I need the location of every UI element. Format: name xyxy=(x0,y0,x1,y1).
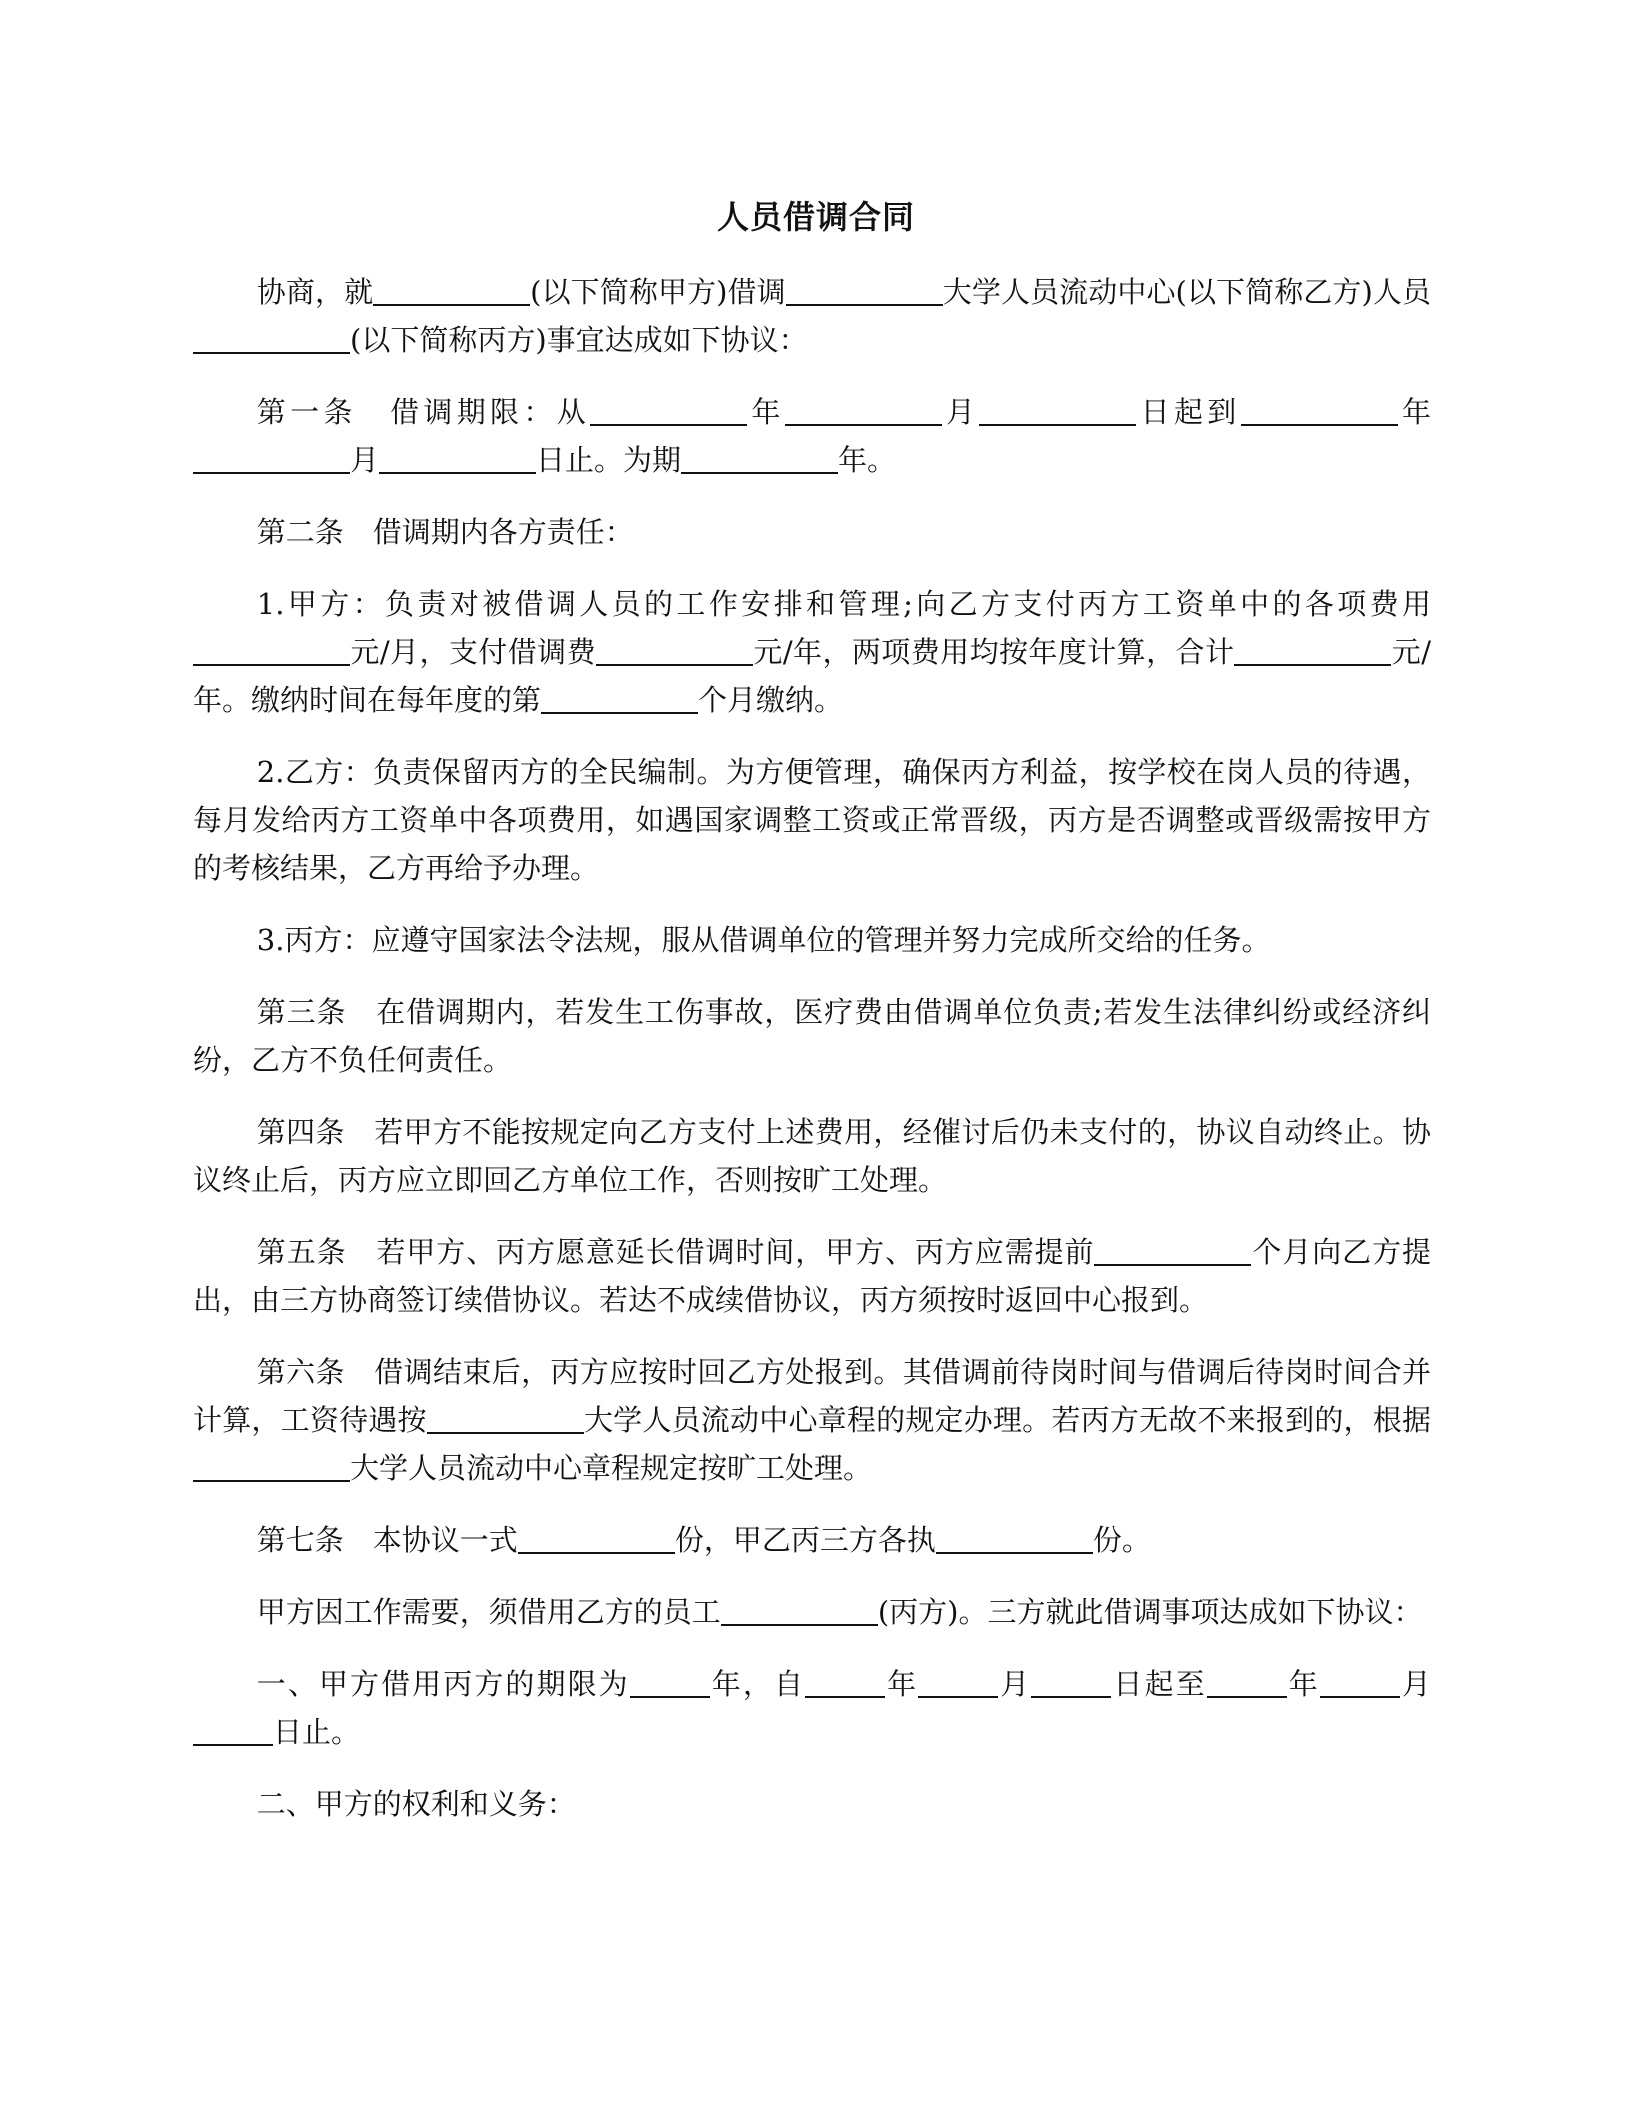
paragraph xyxy=(193,916,1431,964)
fill-in-blank[interactable] xyxy=(630,1668,710,1698)
fill-in-blank[interactable] xyxy=(1241,396,1398,426)
fill-in-blank[interactable] xyxy=(518,1524,675,1554)
fill-in-blank[interactable] xyxy=(590,396,747,426)
fill-in-blank[interactable] xyxy=(918,1668,998,1698)
paragraph-text: 第七条 本协议一式 xyxy=(256,1523,518,1557)
paragraph-text: 年 xyxy=(1397,395,1431,429)
paragraph xyxy=(193,388,1431,484)
paragraph xyxy=(193,748,1431,892)
paragraph-text: 年 xyxy=(1286,1667,1320,1701)
fill-in-blank[interactable] xyxy=(1234,636,1391,666)
paragraph xyxy=(193,1660,1431,1756)
paragraph-text: 二、甲方的权利和义务： xyxy=(256,1787,576,1821)
paragraph xyxy=(193,268,1431,364)
paragraph-text: 第五条 若甲方、丙方愿意延长借调时间，甲方、丙方应需提前 xyxy=(256,1235,1095,1269)
fill-in-blank[interactable] xyxy=(596,636,753,666)
paragraph-text: 个月向乙方提出，由三方协商签订续借协议。若达不成续借协议，丙方须按时返回中心报到。 xyxy=(193,1235,1431,1317)
paragraph-text: 月 xyxy=(998,1667,1032,1701)
fill-in-blank[interactable] xyxy=(373,276,530,306)
fill-in-blank[interactable] xyxy=(193,1452,350,1482)
paragraph-text: 3.丙方：应遵守国家法令法规，服从借调单位的管理并努力完成所交给的任务。 xyxy=(256,923,1271,957)
paragraph-text: (丙方)。三方就此借调事项达成如下协议： xyxy=(877,1595,1423,1629)
paragraph-text: 月 xyxy=(1399,1667,1431,1701)
paragraph xyxy=(193,1588,1431,1636)
fill-in-blank[interactable] xyxy=(786,276,943,306)
paragraph-text: 元/月，支付借调费 xyxy=(350,635,596,669)
fill-in-blank[interactable] xyxy=(936,1524,1093,1554)
fill-in-blank[interactable] xyxy=(979,396,1136,426)
paragraph-text: 大学人员流动中心章程的规定办理。若丙方无故不来报到的，根据 xyxy=(583,1403,1431,1437)
paragraph-text: 第四条 若甲方不能按规定向乙方支付上述费用，经催讨后仍未支付的，协议自动终止。协议终止后，丙方应立即回乙方单位工作，否则按旷工处理。 xyxy=(193,1115,1431,1197)
paragraph-text: 甲方因工作需要，须借用乙方的员工 xyxy=(256,1595,721,1629)
paragraph-text: 2.乙方：负责保留丙方的全民编制。为方便管理，确保丙方利益，按学校在岗人员的待遇，每月发给丙方工资单中各项费用，如遇国家调整工资或正常晋级，丙方是否调整或晋级需按甲方的考核结果，乙方再给予办理。 xyxy=(193,755,1431,885)
paragraph-text: 第一条 借调期限：从 xyxy=(256,395,591,429)
fill-in-blank[interactable] xyxy=(1207,1668,1287,1698)
document-title: 人员借调合同 xyxy=(716,198,915,236)
paragraph-text: 份。 xyxy=(1092,1523,1151,1557)
paragraph-text: 大学人员流动中心(以下简称乙方)人员 xyxy=(942,275,1431,309)
fill-in-blank[interactable] xyxy=(805,1668,885,1698)
fill-in-blank[interactable] xyxy=(193,444,350,474)
paragraph-text: 一、甲方借用丙方的期限为 xyxy=(256,1667,630,1701)
fill-in-blank[interactable] xyxy=(1031,1668,1111,1698)
paragraph-text: 1.甲方：负责对被借调人员的工作安排和管理;向乙方支付丙方工资单中的各项费用 xyxy=(256,587,1431,621)
document-body xyxy=(193,268,1431,1852)
paragraph xyxy=(193,1228,1431,1324)
fill-in-blank[interactable] xyxy=(193,636,350,666)
paragraph-text: 份，甲乙丙三方各执 xyxy=(674,1523,936,1557)
paragraph-text: 年 xyxy=(885,1667,919,1701)
paragraph-text: 年，自 xyxy=(709,1667,806,1701)
paragraph-text: (以下简称丙方)事宜达成如下协议： xyxy=(350,323,808,357)
paragraph-text: 元/年。缴纳时间在每年度的第 xyxy=(193,635,1431,717)
fill-in-blank[interactable] xyxy=(721,1596,878,1626)
fill-in-blank[interactable] xyxy=(193,324,350,354)
fill-in-blank[interactable] xyxy=(379,444,536,474)
fill-in-blank[interactable] xyxy=(1320,1668,1400,1698)
paragraph-text: 元/年，两项费用均按年度计算，合计 xyxy=(753,635,1235,669)
paragraph-text: 年。 xyxy=(838,443,897,477)
fill-in-blank[interactable] xyxy=(541,684,698,714)
paragraph-text: 日起到 xyxy=(1136,395,1241,429)
paragraph-text: 第二条 借调期内各方责任： xyxy=(256,515,634,549)
fill-in-blank[interactable] xyxy=(427,1404,584,1434)
fill-in-blank[interactable] xyxy=(785,396,942,426)
paragraph xyxy=(193,1780,1431,1828)
paragraph-text: (以下简称甲方)借调 xyxy=(530,275,786,309)
paragraph-text: 协商，就 xyxy=(256,275,374,309)
paragraph-text: 日止。为期 xyxy=(536,443,682,477)
paragraph-text: 日起至 xyxy=(1111,1667,1207,1701)
paragraph xyxy=(193,1348,1431,1492)
paragraph-text: 第三条 在借调期内，若发生工伤事故，医疗费由借调单位负责;若发生法律纠纷或经济纠纷，乙方不负任何责任。 xyxy=(193,995,1431,1077)
paragraph-text: 月 xyxy=(941,395,980,429)
paragraph-text: 年 xyxy=(747,395,785,429)
fill-in-blank[interactable] xyxy=(193,1716,273,1746)
fill-in-blank[interactable] xyxy=(681,444,838,474)
paragraph-text: 大学人员流动中心章程规定按旷工处理。 xyxy=(350,1451,873,1485)
fill-in-blank[interactable] xyxy=(1094,1236,1251,1266)
paragraph-text: 月 xyxy=(350,443,380,477)
paragraph xyxy=(193,1516,1431,1564)
paragraph xyxy=(193,988,1431,1084)
paragraph xyxy=(193,580,1431,724)
paragraph-text: 个月缴纳。 xyxy=(698,683,844,717)
paragraph xyxy=(193,1108,1431,1204)
paragraph-text: 日止。 xyxy=(273,1715,361,1749)
paragraph xyxy=(193,508,1431,556)
paragraph-text: 第六条 借调结束后，丙方应按时回乙方处报到。其借调前待岗时间与借调后待岗时间合并计算，工资待遇按 xyxy=(193,1355,1431,1437)
